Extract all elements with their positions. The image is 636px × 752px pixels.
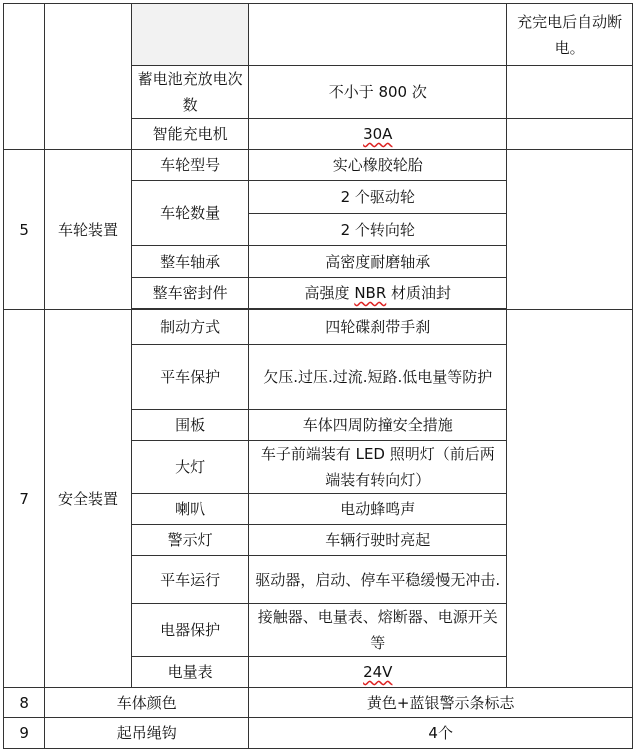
value-cell: 四轮碟刹带手刹 bbox=[249, 310, 507, 345]
item-cell: 整车密封件 bbox=[131, 278, 249, 309]
spec-table bbox=[3, 3, 633, 749]
value-cell: 2 个转向轮 bbox=[249, 214, 507, 246]
seal-value-mark: NBR bbox=[354, 284, 387, 302]
value-cell: 欠压.过压.过流.短路.低电量等防护 bbox=[249, 345, 507, 410]
value-cell: 驱动器，启动、停车平稳缓慢无冲击. bbox=[249, 556, 507, 604]
table-row bbox=[4, 150, 633, 181]
value-cell: 黄色+蓝银警示条标志 bbox=[249, 688, 633, 718]
note-cell bbox=[507, 66, 633, 119]
category-cell bbox=[45, 4, 132, 150]
note-cell bbox=[507, 150, 633, 310]
item-cell: 大灯 bbox=[131, 441, 249, 494]
item-cell: 整车轴承 bbox=[131, 246, 249, 278]
value-cell: 接触器、电量表、熔断器、电源开关等 bbox=[249, 604, 507, 657]
item-cell: 平车运行 bbox=[131, 556, 249, 604]
value-cell: 2 个驱动轮 bbox=[249, 181, 507, 214]
item-cell: 警示灯 bbox=[131, 525, 249, 556]
value-cell: 4个 bbox=[249, 718, 633, 749]
note-cell: 充完电后自动断电。 bbox=[507, 4, 633, 66]
category-cell: 安全装置 bbox=[45, 310, 132, 688]
charger-value: 30A bbox=[363, 125, 393, 143]
value-cell: 车子前端装有 LED 照明灯（前后两端装有转向灯） bbox=[249, 441, 507, 494]
value-cell bbox=[249, 657, 507, 688]
value-cell bbox=[249, 278, 507, 309]
item-cell: 平车保护 bbox=[131, 345, 249, 410]
meter-value: 24V bbox=[363, 663, 393, 681]
category-cell: 车轮装置 bbox=[45, 150, 132, 310]
value-cell: 高密度耐磨轴承 bbox=[249, 246, 507, 278]
item-cell: 车轮型号 bbox=[131, 150, 249, 181]
table-row bbox=[4, 718, 633, 749]
item-cell: 蓄电池充放电次数 bbox=[131, 66, 249, 119]
label-cell: 起吊绳钩 bbox=[45, 718, 249, 749]
value-cell: 不小于 800 次 bbox=[249, 66, 507, 119]
note-cell bbox=[507, 119, 633, 150]
seal-value-post: 材质油封 bbox=[386, 284, 452, 302]
label-cell: 车体颜色 bbox=[45, 688, 249, 718]
table-row bbox=[4, 4, 633, 66]
item-cell: 车轮数量 bbox=[131, 181, 249, 246]
item-cell bbox=[131, 4, 249, 66]
value-cell: 车体四周防撞安全措施 bbox=[249, 410, 507, 441]
table-row bbox=[4, 688, 633, 718]
value-cell: 电动蜂鸣声 bbox=[249, 494, 507, 525]
item-cell: 围板 bbox=[131, 410, 249, 441]
table-row bbox=[4, 310, 633, 345]
value-cell bbox=[249, 4, 507, 66]
num-cell: 8 bbox=[4, 688, 45, 718]
item-cell: 智能充电机 bbox=[131, 119, 249, 150]
seal-value-pre: 高强度 bbox=[304, 284, 355, 302]
item-cell: 电量表 bbox=[131, 657, 249, 688]
item-cell: 制动方式 bbox=[131, 310, 249, 345]
num-cell: 9 bbox=[4, 718, 45, 749]
value-cell: 车辆行驶时亮起 bbox=[249, 525, 507, 556]
value-cell: 实心橡胶轮胎 bbox=[249, 150, 507, 181]
num-cell: 5 bbox=[4, 150, 45, 310]
value-cell bbox=[249, 119, 507, 150]
num-cell: 7 bbox=[4, 310, 45, 688]
item-cell: 喇叭 bbox=[131, 494, 249, 525]
num-cell bbox=[4, 4, 45, 150]
item-cell: 电器保护 bbox=[131, 604, 249, 657]
note-cell bbox=[507, 310, 633, 688]
